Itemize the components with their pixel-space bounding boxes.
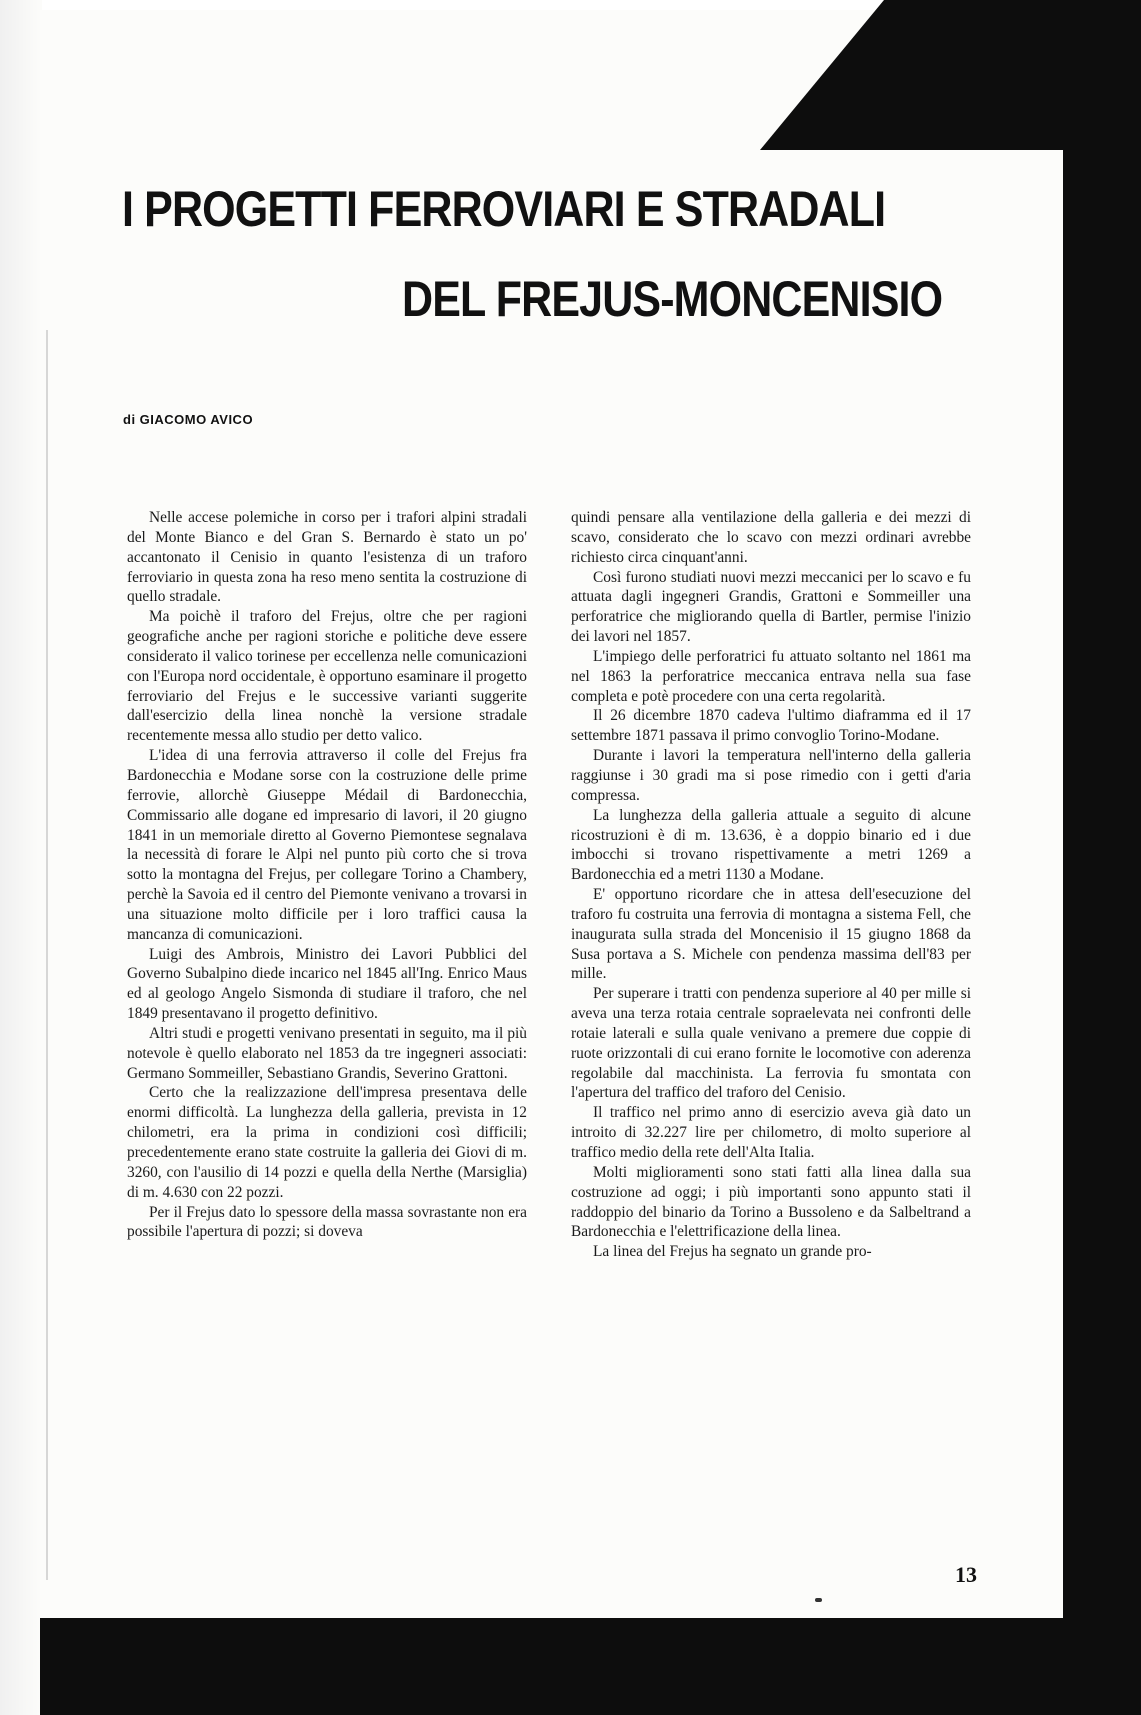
article-byline: di GIACOMO AVICO	[123, 412, 254, 427]
paragraph: Il 26 dicembre 1870 cadeva l'ultimo diaframma ed il 17 settembre 1871 passava il primo convoglio Torino-Modane.	[571, 707, 971, 745]
page-number: 13	[955, 1562, 977, 1587]
paragraph: Per il Frejus dato lo spessore della massa sovrastante non era possibile l'apertura di pozzi; si doveva	[127, 1203, 527, 1241]
paragraph: Nelle accese polemiche in corso per i trafori alpini stradali del Monte Bianco e del Gran S. Bernardo è stato un po' accantonato il Cenisio in quanto l'esistenza di un traforo ferroviario in questa zona ha reso meno sentita la costruzione di quello stradale.	[127, 509, 527, 606]
article-title-line-2: DEL FREJUS-MONCENISIO	[402, 271, 943, 327]
paragraph-continued: quindi pensare alla ventilazione della galleria e dei mezzi di scavo, considerato che lo scavo con mezzi ordinari avrebbe richiesto circa cinquant'anni.	[571, 509, 971, 566]
paragraph: La lunghezza della galleria attuale a seguito di alcune ricostruzioni è di m. 13.636, è a doppio binario ed i due imbocchi si trovano rispettivamente a metri 1269 a Bardonecchia ed a metri 1130 a Modane.	[571, 806, 971, 884]
binding-shadow	[46, 330, 48, 1580]
left-text-column	[127, 508, 527, 1242]
paragraph: L'impiego delle perforatrici fu attuato soltanto nel 1861 ma nel 1863 la perforatrice meccanica entrava nella sua fase completa e potè procedere con una certa regolarità.	[571, 647, 971, 705]
paragraph: Certo che la realizzazione dell'impresa presentava delle enormi difficoltà. La lunghezza della galleria, prevista in 12 chilometri, era la prima in condizioni così difficili; precedentemente erano state costruite la galleria dei Giovi di m. 3260, con l'ausilio di 14 pozzi e quella della Nerthe (Marsiglia) di m. 4.630 con 22 pozzi.	[127, 1084, 527, 1201]
paragraph: Molti miglioramenti sono stati fatti alla linea dalla sua costruzione ad oggi; i più importanti sono appunto stati il raddoppio del binario da Torino a Bussoleno e da Salbeltrand a Bardonecchia e l'elettrificazione della linea.	[571, 1163, 971, 1241]
paragraph: Luigi des Ambrois, Ministro dei Lavori Pubblici del Governo Subalpino diede incarico nel 1845 all'Ing. Enrico Maus ed al geologo Angelo Sismonda di studiare il traforo, che nel 1849 presentavano il progetto definitivo.	[127, 945, 527, 1023]
scan-border-bottom	[40, 1618, 1141, 1715]
paragraph: Così furono studiati nuovi mezzi meccanici per lo scavo e fu attuata dagli ingegneri Grandis, Grattoni e Sommeiller una perforatrice che migliorando quella di Bartler, permise l'inizio dei lavori nel 1857.	[571, 568, 971, 646]
paragraph: Il traffico nel primo anno di esercizio aveva già dato un introito di 32.227 lire per chilometro, di molto superiore al traffico medio della rete dell'Alta Italia.	[571, 1104, 971, 1161]
paragraph: Per superare i tratti con pendenza superiore al 40 per mille si aveva una terza rotaia centrale sopraelevata nei confronti delle rotaie laterali e sulla quale venivano a premere due coppie di ruote orizzontali di cui erano fornite le locomotive con aderenza regolabile dal macchinista. La ferrovia fu smontata con l'apertura del traffico del traforo del Cenisio.	[571, 985, 971, 1102]
paragraph: Durante i lavori la temperatura nell'interno della galleria raggiunse i 30 gradi ma si pose rimedio con i getti d'aria compressa.	[571, 747, 971, 804]
left-page-edge	[0, 0, 42, 1715]
paragraph: La linea del Frejus ha segnato un grande pro-	[593, 1243, 872, 1261]
ink-smudge	[815, 1598, 822, 1602]
right-text-column	[571, 508, 971, 1262]
paragraph: E' opportuno ricordare che in attesa dell'esecuzione del traforo fu costruita una ferrovia di montagna a sistema Fell, che inaugurata sulla strada del Moncenisio il 15 giugno 1868 da Susa portava a S. Michele con pendenza massima dell'83 per mille.	[571, 886, 971, 983]
paragraph: L'idea di una ferrovia attraverso il colle del Frejus fra Bardonecchia e Modane sorse con la costruzione delle prime ferrovie, allorchè Giuseppe Médail di Bardonecchia, Commissario alle dogane ed impresario di lavori, il 20 giugno 1841 in un memoriale diretto al Governo Piemontese segnalava la necessità di forare le Alpi nel punto più corto che si trova sotto la montagna del Frejus, per collegare Torino a Chambery, perchè la Savoia ed il centro del Piemonte venivano a trovarsi in una situazione molto difficile per i loro traffici causa la mancanza di comunicazioni.	[127, 747, 527, 943]
scan-border-right	[1063, 0, 1141, 1715]
paragraph: Ma poichè il traforo del Frejus, oltre che per ragioni geografiche anche per ragioni storiche e politiche deve essere considerato il valico torinese per eccellenza nelle comunicazioni con l'Europa nord occidentale, è opportuno esaminare il progetto ferroviario del Frejus e le successive varianti suggerite dall'esercizio della linea nonchè la versione stradale recentemente messa allo studio per detto valico.	[127, 608, 527, 745]
scan-border-top-right	[760, 0, 1070, 150]
paragraph: Altri studi e progetti venivano presentati in seguito, ma il più notevole è quello elaborato nel 1853 da tre ingegneri associati: Germano Sommeiller, Sebastiano Grandis, Severino Grattoni.	[127, 1024, 527, 1082]
article-title-line-1: I PROGETTI FERROVIARI E STRADALI	[122, 181, 886, 237]
